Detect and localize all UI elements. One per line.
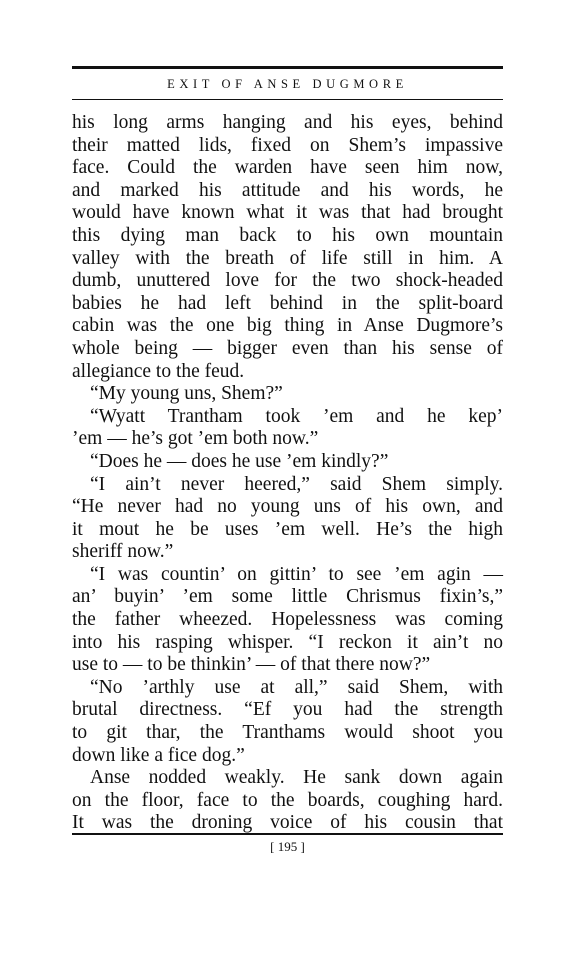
page-number: [ 195 ]	[270, 839, 305, 854]
text-line: babies he had left behind in the split-board	[72, 292, 503, 314]
body-text	[72, 112, 503, 835]
text-line: dumb, unuttered love for the two shock-headed	[72, 270, 503, 292]
text-line: into his rasping whisper. “I reckon it ain’t no	[72, 631, 503, 653]
text-line: down like a fice dog.”	[72, 744, 245, 766]
header-rule-bottom	[72, 99, 503, 100]
text-line: “He never had no young uns of his own, and	[72, 496, 503, 518]
text-line: “I ain’t never heered,” said Shem simply.	[90, 473, 503, 495]
text-line: It was the droning voice of his cousin that	[72, 812, 503, 834]
running-head: EXIT OF ANSE DUGMORE	[167, 77, 408, 91]
text-line: cabin was the one big thing in Anse Dugmore’s	[72, 315, 503, 337]
text-line: “I was countin’ on gittin’ to see ’em agin —	[90, 563, 503, 585]
header-rule-top	[72, 66, 503, 69]
text-line: and marked his attitude and his words, he	[72, 179, 503, 201]
text-line: sheriff now.”	[72, 541, 174, 563]
text-line: would have known what it was that had brought	[72, 202, 503, 224]
text-line: “Does he — does he use ’em kindly?”	[90, 450, 389, 472]
text-line: “My young uns, Shem?”	[90, 383, 283, 405]
text-line: on the floor, face to the boards, coughing hard.	[72, 789, 503, 811]
text-line: an’ buyin’ ’em some little Chrismus fixin’s,”	[72, 586, 503, 608]
text-line: ’em — he’s got ’em both now.”	[72, 428, 319, 450]
text-line: to git thar, the Tranthams would shoot you	[72, 722, 503, 744]
text-line: face. Could the warden have seen him now,	[72, 157, 503, 179]
text-line: this dying man back to his own mountain	[72, 224, 503, 246]
text-line: it mout he be uses ’em well. He’s the high	[72, 518, 503, 540]
text-line: allegiance to the feud.	[72, 360, 245, 382]
text-line: the father wheezed. Hopelessness was coming	[72, 609, 503, 631]
text-line: Anse nodded weakly. He sank down again	[90, 767, 503, 789]
text-line: brutal directness. “Ef you had the strength	[72, 699, 503, 721]
text-line: “Wyatt Trantham took ’em and he kep’	[90, 405, 503, 427]
text-line: “No ’arthly use at all,” said Shem, with	[90, 676, 503, 698]
text-line: his long arms hanging and his eyes, behind	[72, 112, 503, 133]
text-line: valley with the breath of life still in him. A	[72, 247, 503, 269]
footer-rule	[72, 833, 503, 835]
text-line: whole being — bigger even than his sense of	[72, 337, 503, 359]
text-line: use to — to be thinkin’ — of that there now?”	[72, 654, 431, 676]
text-line: their matted lids, fixed on Shem’s impassive	[72, 134, 503, 156]
